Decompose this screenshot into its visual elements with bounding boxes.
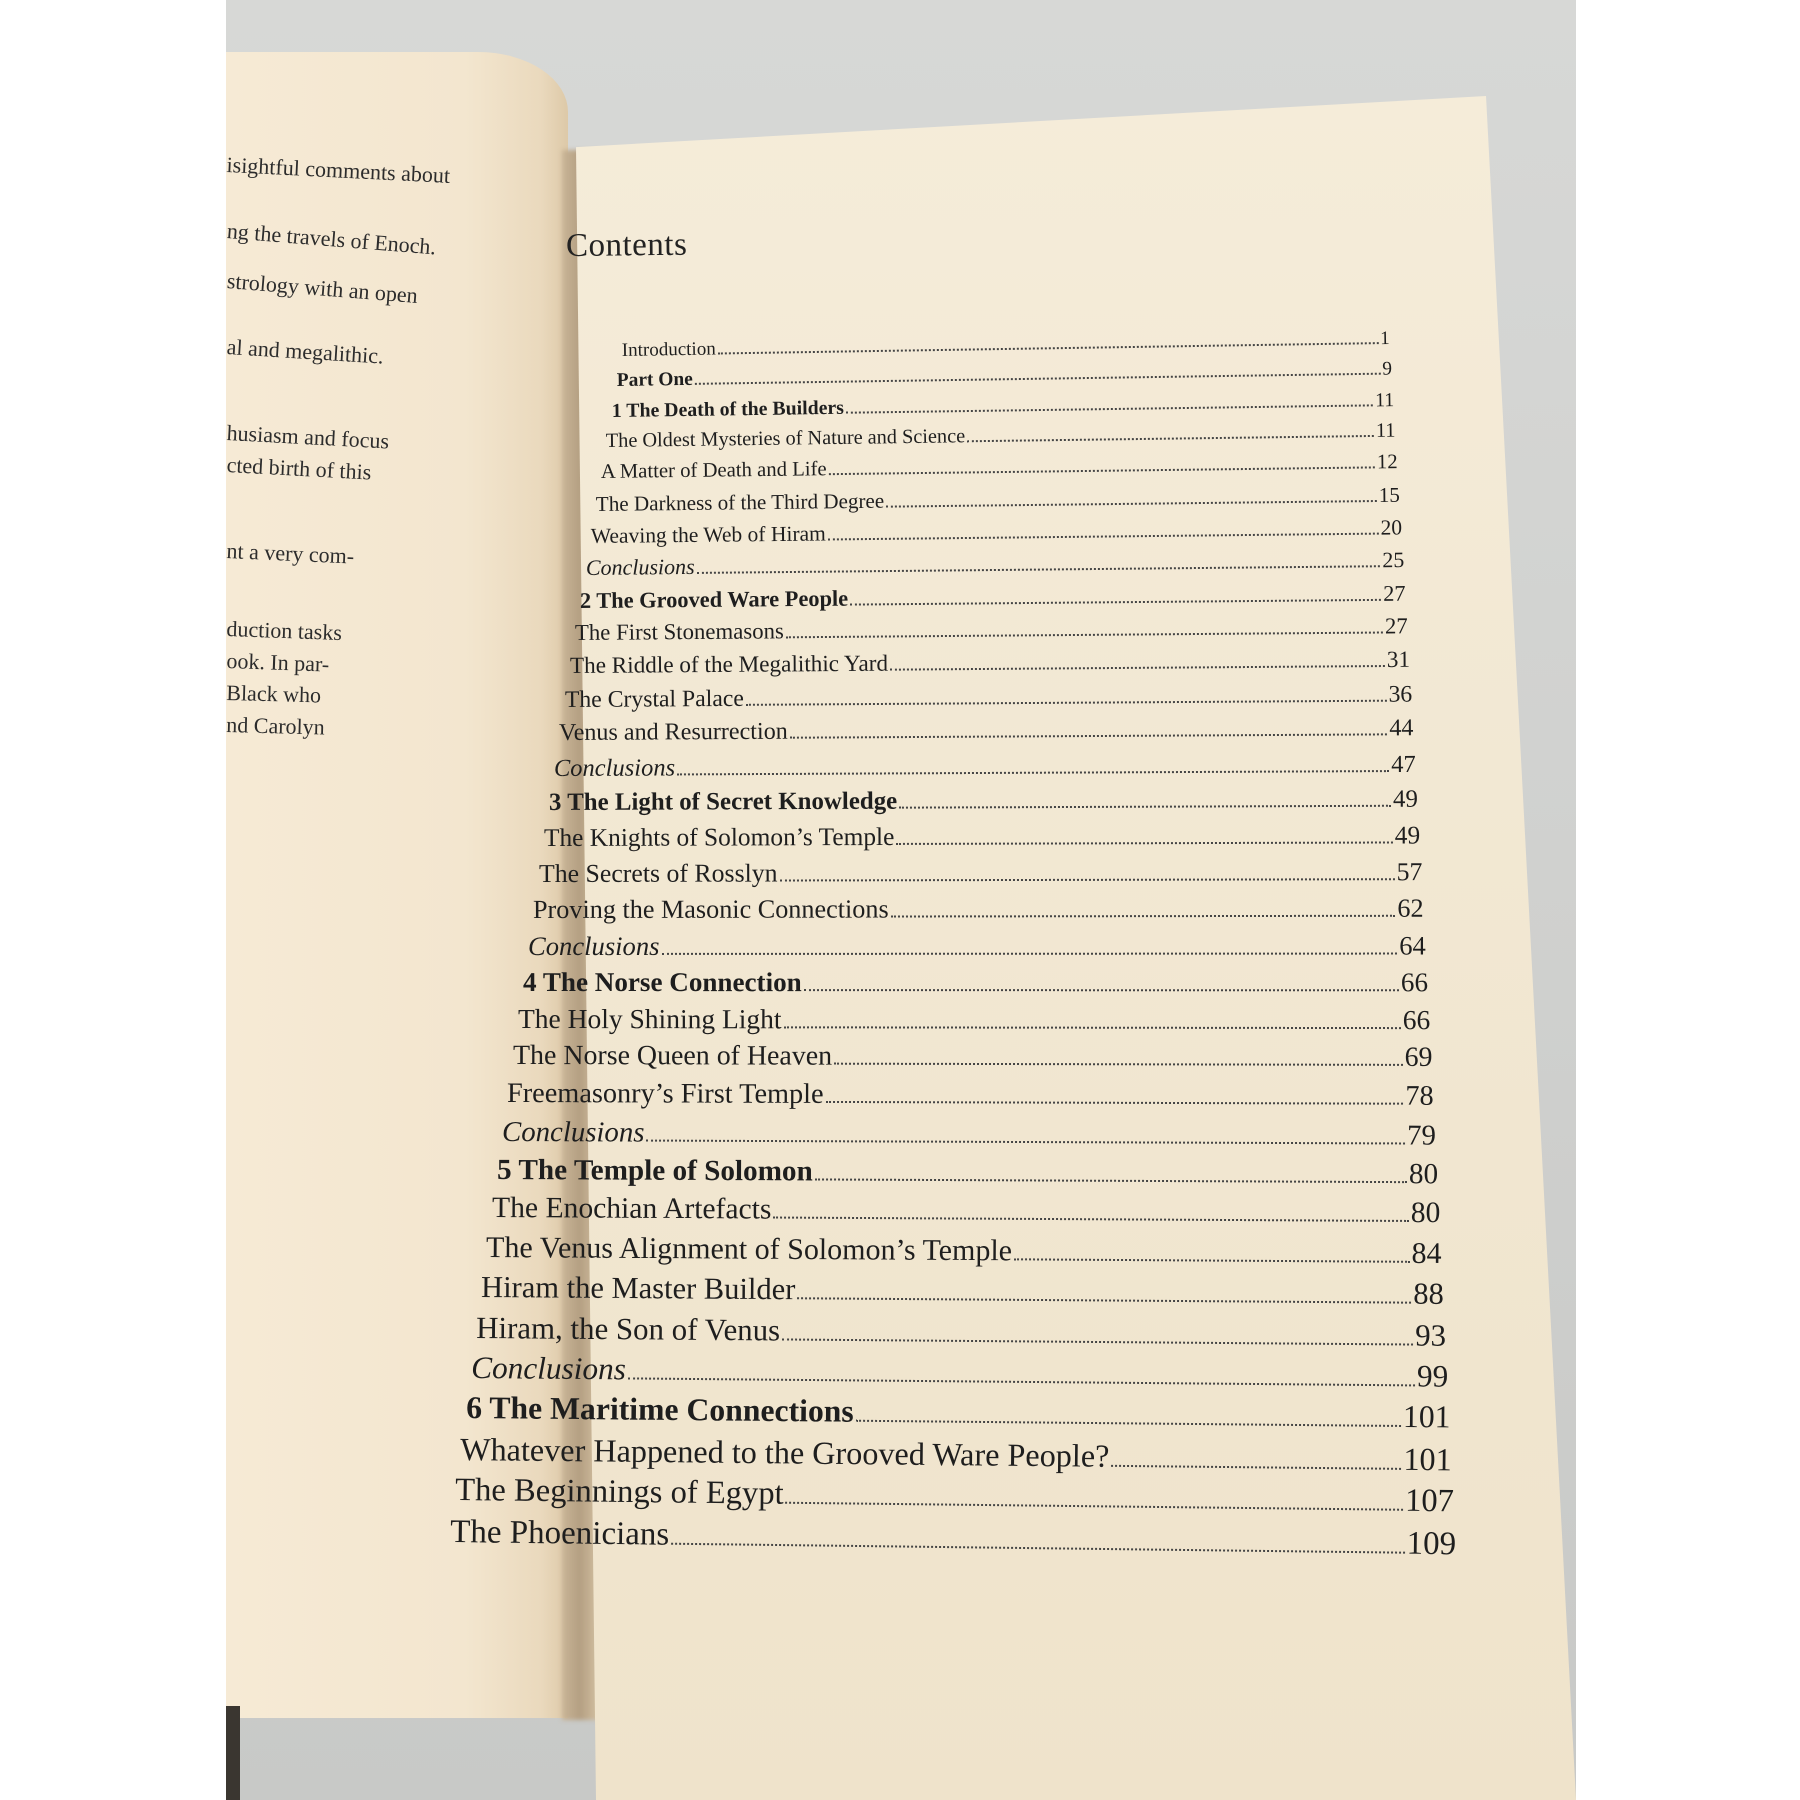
toc-leader-dots xyxy=(1112,1447,1402,1470)
toc-entry xyxy=(497,1154,1438,1191)
toc-entry-title: The Holy Shining Light xyxy=(517,1003,782,1035)
toc-entry-page: 101 xyxy=(1403,1440,1453,1478)
toc-leader-dots xyxy=(773,1201,1408,1223)
toc-leader-dots xyxy=(745,686,1386,705)
toc-leader-dots xyxy=(677,756,1389,775)
toc-entry-title: The Phoenicians xyxy=(450,1513,670,1553)
toc-entry-page: 78 xyxy=(1405,1080,1435,1112)
toc-leader-dots xyxy=(850,586,1381,605)
toc-entry xyxy=(559,716,1414,748)
toc-leader-dots xyxy=(662,937,1398,954)
toc-leader-dots xyxy=(628,1360,1415,1386)
toc-entry xyxy=(518,1003,1430,1036)
toc-entry-title: A Matter of Death and Life xyxy=(600,458,827,483)
toc-leader-dots xyxy=(790,721,1388,740)
left-page-line: husiasm and focus xyxy=(226,420,390,454)
toc-entry-page: 101 xyxy=(1402,1399,1451,1435)
toc-entry xyxy=(507,1078,1434,1113)
toc-leader-dots xyxy=(834,1048,1403,1067)
toc-entry-title: The Venus Alignment of Solomon’s Temple xyxy=(486,1231,1013,1268)
toc-entry-title: 2 The Grooved Ware People xyxy=(580,585,849,613)
toc-leader-dots xyxy=(671,1524,1405,1553)
toc-entry xyxy=(486,1231,1442,1271)
toc-entry-page: 80 xyxy=(1408,1157,1439,1191)
toc-entry-title: The First Stonemasons xyxy=(574,618,785,646)
toc-entry-page: 36 xyxy=(1388,681,1412,708)
toc-entry-page: 20 xyxy=(1380,514,1402,540)
toc-entry xyxy=(564,681,1411,713)
toc-entry xyxy=(502,1116,1436,1153)
toc-entry-page: 31 xyxy=(1386,647,1410,674)
toc-leader-dots xyxy=(696,554,1380,575)
toc-entry-title: 5 The Temple of Solomon xyxy=(496,1153,813,1188)
toc-entry-page: 15 xyxy=(1378,482,1400,508)
toc-entry-title: The Oldest Mysteries of Nature and Science xyxy=(606,425,966,453)
toc-entry-page: 1 xyxy=(1380,327,1390,350)
toc-entry-title: Conclusions xyxy=(470,1349,626,1387)
toc-entry xyxy=(533,893,1424,924)
left-page-line: strology with an open xyxy=(226,268,419,309)
book-cover-edge xyxy=(226,1706,240,1800)
toc-entry-page: 27 xyxy=(1383,580,1406,606)
toc-entry-page: 11 xyxy=(1376,419,1396,443)
toc-leader-dots xyxy=(886,488,1377,507)
toc-entry-page: 107 xyxy=(1405,1482,1455,1520)
toc-leader-dots xyxy=(891,900,1396,917)
toc-entry-title: Hiram the Master Builder xyxy=(481,1270,796,1307)
toc-entry-page: 93 xyxy=(1415,1317,1447,1353)
toc-entry-title: The Norse Queen of Heaven xyxy=(512,1040,832,1073)
toc-entry-title: Conclusions xyxy=(502,1115,645,1149)
toc-leader-dots xyxy=(798,1281,1412,1304)
toc-leader-dots xyxy=(829,455,1376,475)
toc-entry-page: 109 xyxy=(1406,1525,1457,1562)
toc-leader-dots xyxy=(804,974,1399,991)
toc-entry-page: 27 xyxy=(1384,613,1408,639)
left-page-line: ng the travels of Enoch. xyxy=(226,218,437,260)
toc-leader-dots xyxy=(826,1085,1404,1104)
toc-entry-page: 12 xyxy=(1376,451,1398,474)
toc-leader-dots xyxy=(782,1321,1413,1345)
contents-title: Contents xyxy=(565,226,688,264)
toc-leader-dots xyxy=(967,424,1374,442)
toc-entry-title: Conclusions xyxy=(554,753,676,782)
toc-entry-page: 88 xyxy=(1413,1277,1445,1312)
left-page-line: Black who xyxy=(226,680,322,708)
toc-entry-title: Part One xyxy=(616,368,693,391)
toc-entry-page: 84 xyxy=(1411,1236,1443,1271)
toc-entry-page: 99 xyxy=(1416,1358,1449,1394)
toc-entry xyxy=(544,821,1420,853)
toc-entry-page: 57 xyxy=(1396,857,1422,887)
toc-entry-title: The Darkness of the Third Degree xyxy=(595,488,885,517)
toc-entry xyxy=(492,1192,1440,1230)
toc-entry-title: 3 The Light of Secret Knowledge xyxy=(548,787,898,816)
toc-entry-title: Hiram, the Son of Venus xyxy=(476,1309,781,1348)
toc-entry-title: Conclusions xyxy=(528,930,660,961)
toc-entry xyxy=(481,1270,1444,1312)
toc-entry xyxy=(513,1040,1433,1074)
toc-entry-title: The Knights of Solomon’s Temple xyxy=(543,822,895,852)
toc-entry-page: 79 xyxy=(1407,1119,1437,1152)
toc-entry-page: 25 xyxy=(1381,547,1404,573)
toc-entry-page: 64 xyxy=(1399,930,1426,961)
left-page-line: cted birth of this xyxy=(226,452,372,485)
toc-entry-title: Proving the Masonic Connections xyxy=(533,894,890,924)
toc-leader-dots xyxy=(647,1123,1406,1144)
toc-entry-title: Weaving the Web of Hiram xyxy=(590,521,826,548)
toc-entry-page: 80 xyxy=(1410,1197,1441,1230)
toc-entry xyxy=(539,857,1422,889)
toc-entry-title: The Crystal Palace xyxy=(564,685,744,713)
toc-entry-title: Freemasonry’s First Temple xyxy=(507,1077,825,1110)
toc-leader-dots xyxy=(855,1403,1400,1428)
toc-entry-page: 49 xyxy=(1394,821,1420,850)
toc-entry xyxy=(554,750,1416,782)
toc-entry-title: 6 The Maritime Connections xyxy=(465,1390,854,1430)
toc-entry-page: 44 xyxy=(1389,715,1414,742)
left-page-line: nt a very com- xyxy=(226,538,355,569)
toc-leader-dots xyxy=(1014,1242,1410,1263)
toc-leader-dots xyxy=(899,791,1391,809)
toc-leader-dots xyxy=(890,653,1385,671)
toc-entry-page: 62 xyxy=(1397,893,1424,923)
toc-entry-title: The Secrets of Rosslyn xyxy=(538,858,778,889)
toc-entry-title: The Enochian Artefacts xyxy=(491,1192,772,1226)
toc-entry-title: Conclusions xyxy=(585,554,695,581)
toc-leader-dots xyxy=(779,864,1394,881)
toc-leader-dots xyxy=(815,1162,1407,1183)
toc-entry xyxy=(528,930,1426,961)
toc-leader-dots xyxy=(827,520,1378,540)
toc-entry-title: Introduction xyxy=(621,338,716,362)
toc-entry-title: 4 The Norse Connection xyxy=(522,966,802,997)
toc-entry-page: 49 xyxy=(1392,785,1418,813)
toc-leader-dots xyxy=(896,827,1392,844)
toc-entry-title: The Riddle of the Megalithic Yard xyxy=(569,651,888,680)
toc-leader-dots xyxy=(845,393,1372,413)
toc-entry xyxy=(523,967,1428,998)
toc-entry-title: 1 The Death of the Builders xyxy=(611,396,844,422)
toc-entry xyxy=(549,786,1418,817)
left-page-line: duction tasks xyxy=(226,616,343,646)
toc-entry-title: Whatever Happened to the Grooved Ware People? xyxy=(460,1430,1111,1474)
toc-entry-page: 66 xyxy=(1402,1004,1431,1036)
toc-entry-page: 11 xyxy=(1374,388,1394,412)
toc-entry-page: 69 xyxy=(1404,1042,1433,1074)
toc-entry-page: 66 xyxy=(1400,967,1428,998)
toc-leader-dots xyxy=(786,619,1383,638)
toc-leader-dots xyxy=(783,1012,1400,1030)
toc-entry-title: The Beginnings of Egypt xyxy=(455,1472,785,1512)
left-page-line: ook. In par- xyxy=(226,648,330,677)
toc-entry-page: 47 xyxy=(1391,750,1416,778)
toc-entry-page: 9 xyxy=(1381,358,1392,380)
left-page-line: nd Carolyn xyxy=(226,712,326,740)
toc-leader-dots xyxy=(786,1484,1404,1511)
toc-entry-title: Venus and Resurrection xyxy=(559,719,789,747)
left-page-line: al and megalithic. xyxy=(226,334,385,369)
left-page-line: isightful comments about xyxy=(226,152,451,188)
